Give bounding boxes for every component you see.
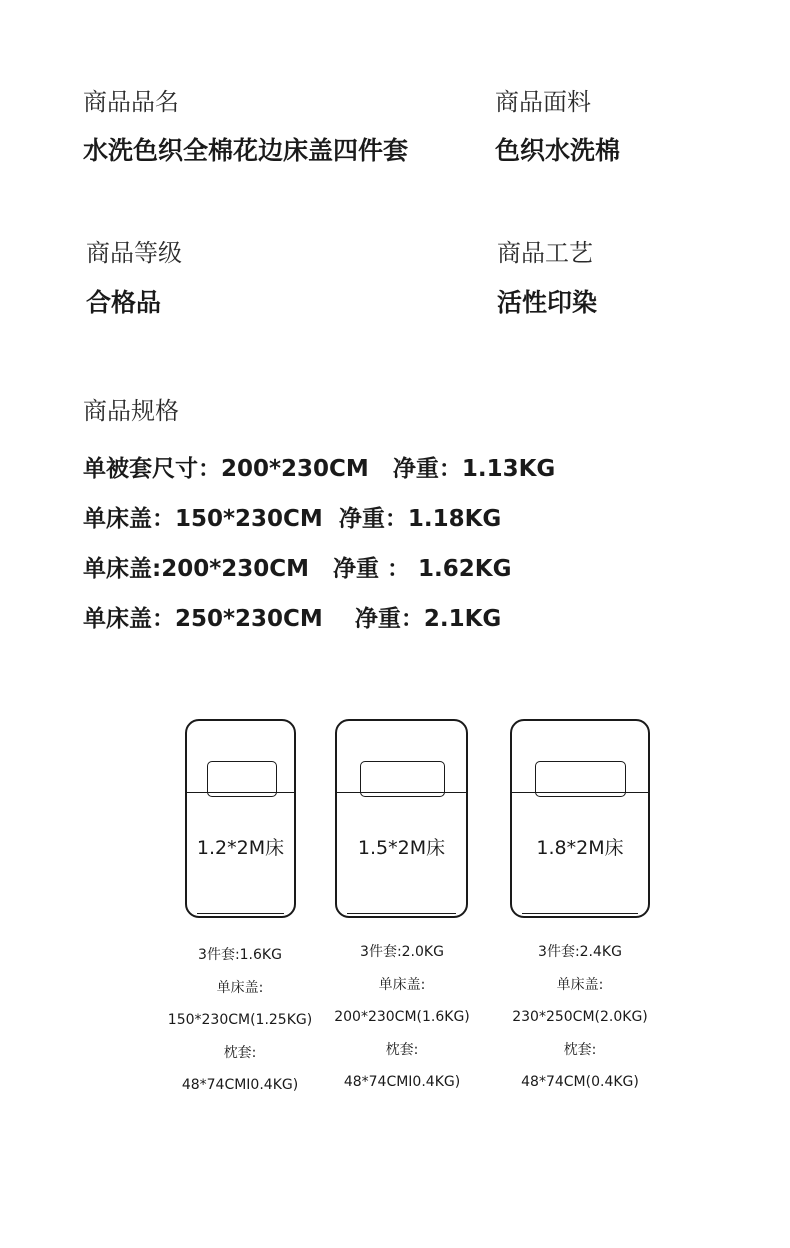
bedspread-label: 单床盖:	[216, 979, 264, 996]
bedspread-size: 200*230CM(1.6KG)	[334, 1009, 470, 1025]
bedspread-size: 230*250CM(2.0KG)	[512, 1009, 648, 1025]
bed-details-1-5m	[302, 936, 502, 1099]
product-name-value: 水洗色织全棉花边床盖四件套	[83, 136, 409, 165]
bedspread-label: 单床盖:	[556, 976, 604, 993]
bed-edge-line	[522, 913, 638, 914]
bed-details-1-8m	[480, 936, 680, 1099]
pillowcase-label: 枕套:	[385, 1041, 419, 1058]
pillowcase-label: 枕套:	[223, 1044, 257, 1061]
bed-diagram-1-5m	[335, 719, 468, 918]
pillowcase-size: 48*74CMI0.4KG)	[343, 1074, 461, 1090]
bed-size-label: 1.8*2M床	[536, 837, 624, 859]
bed-edge-line	[197, 913, 284, 914]
spec-label: 商品规格	[83, 397, 179, 425]
bed-edge-line	[347, 913, 456, 914]
bed-size-label: 1.5*2M床	[357, 837, 446, 859]
grade-label: 商品等级	[86, 239, 182, 267]
spec-line: 单床盖:200*230CM 净重 ： 1.62KG	[83, 556, 512, 582]
bedspread-size: 150*230CM(1.25KG)	[167, 1012, 313, 1028]
bed-diagram-1-8m	[510, 719, 650, 918]
set-weight: 3件套:2.0KG	[360, 944, 444, 960]
pillowcase-size: 48*74CM(0.4KG)	[521, 1074, 639, 1090]
duvet-fold-line	[512, 792, 648, 793]
craft-value: 活性印染	[497, 288, 598, 317]
pillowcase-size: 48*74CMI0.4KG)	[181, 1077, 299, 1093]
duvet-fold-line	[337, 792, 466, 793]
grade-value: 合格品	[86, 288, 162, 317]
set-weight: 3件套:1.6KG	[198, 947, 282, 963]
duvet-fold-line	[187, 792, 294, 793]
bed-diagram-1-2m	[185, 719, 296, 918]
product-name-label: 商品品名	[83, 88, 179, 116]
fabric-label: 商品面料	[495, 88, 591, 116]
bed-size-label: 1.2*2M床	[196, 837, 285, 859]
spec-line: 单床盖：250*230CM 净重：2.1KG	[83, 606, 502, 632]
spec-line: 单被套尺寸：200*230CM 净重：1.13KG	[83, 456, 556, 482]
craft-label: 商品工艺	[497, 239, 593, 267]
spec-line: 单床盖：150*230CM 净重：1.18KG	[83, 506, 502, 532]
fabric-value: 色织水洗棉	[495, 136, 621, 165]
pillowcase-label: 枕套:	[563, 1041, 597, 1058]
set-weight: 3件套:2.4KG	[538, 944, 622, 960]
bedspread-label: 单床盖:	[378, 976, 426, 993]
